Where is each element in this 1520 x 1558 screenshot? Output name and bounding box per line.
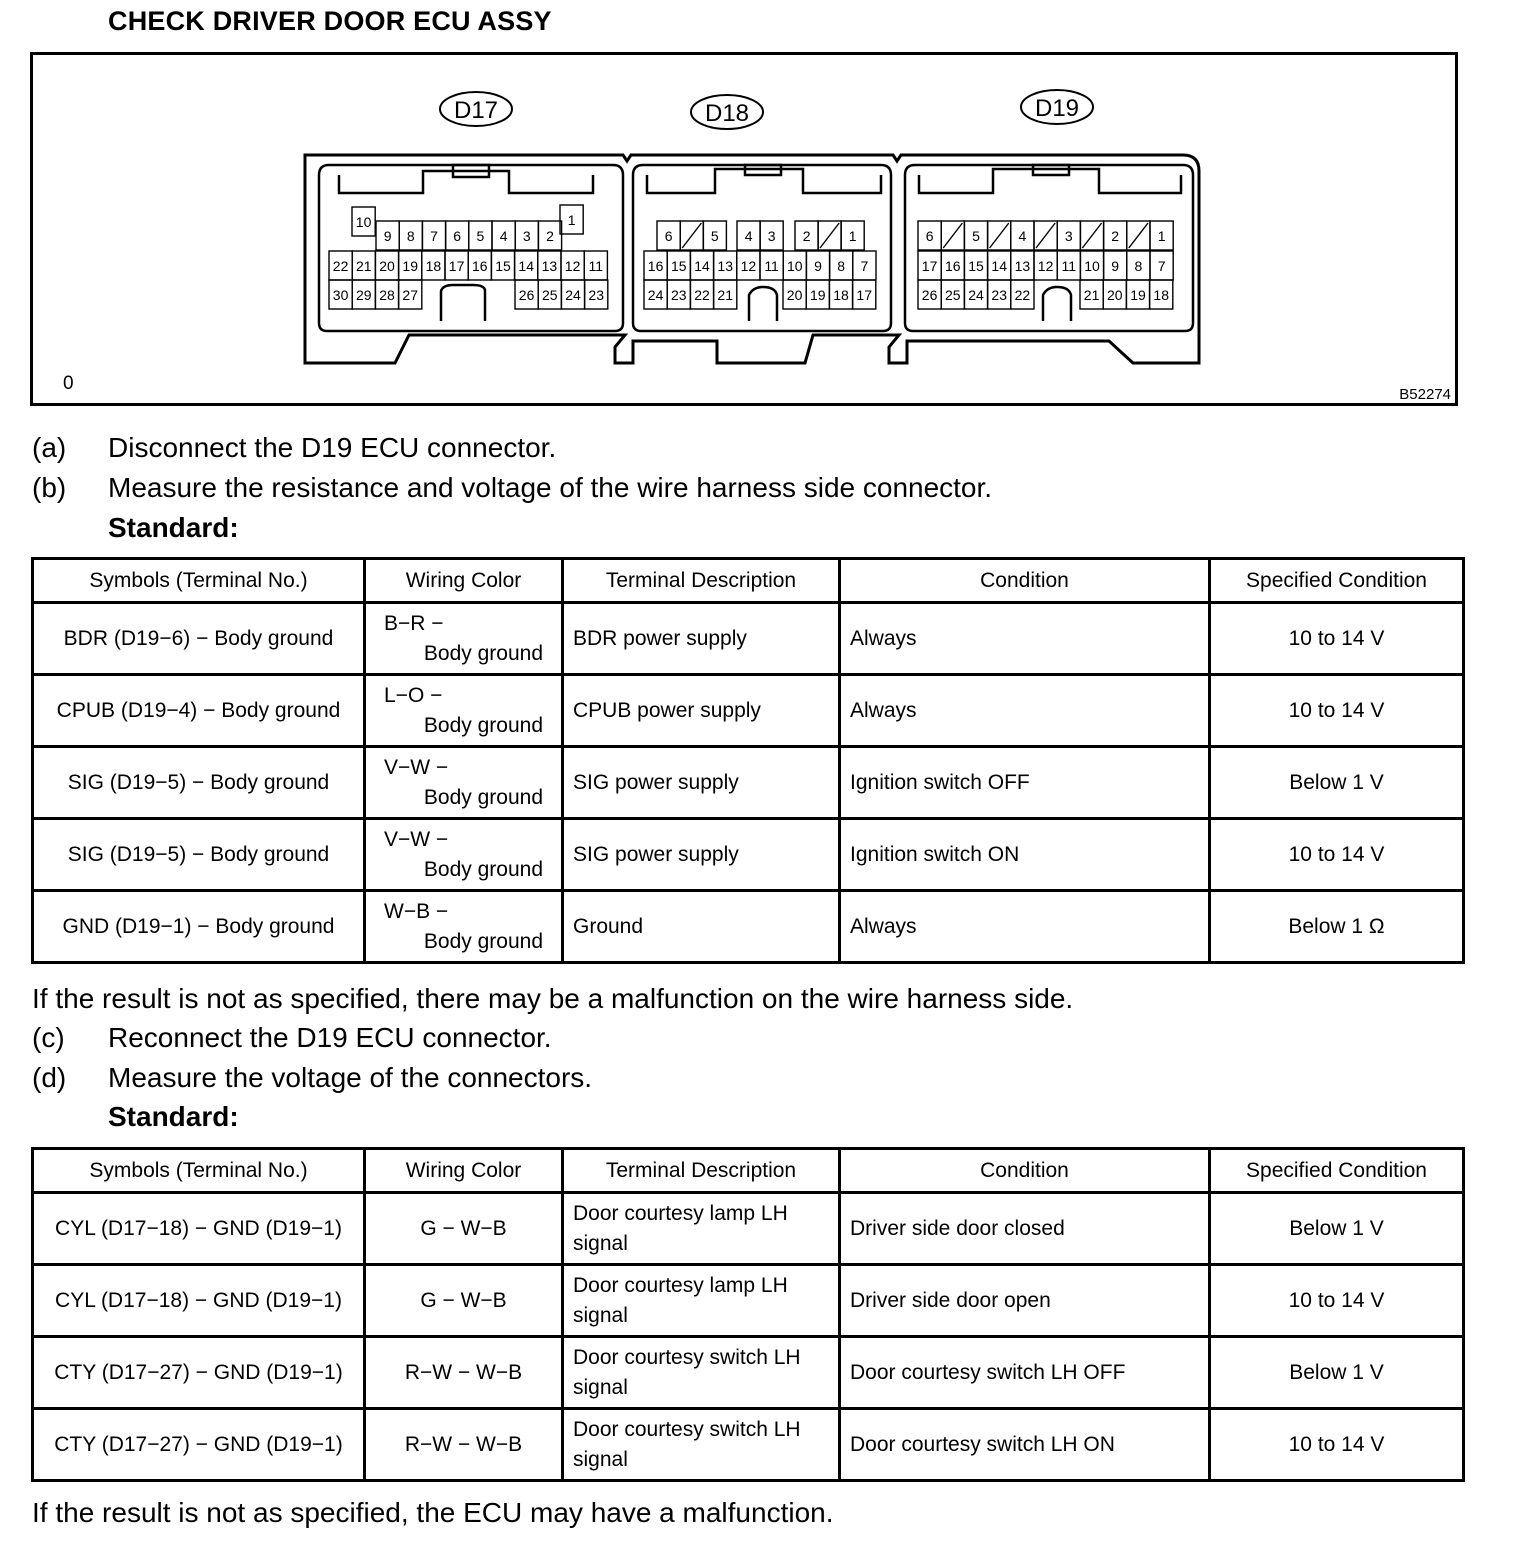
svg-text:11: 11 bbox=[1061, 258, 1077, 274]
header-terminal-description: Terminal Description bbox=[563, 559, 840, 603]
pin bbox=[988, 251, 1011, 280]
pin bbox=[1011, 251, 1034, 280]
pin bbox=[737, 251, 760, 280]
svg-text:24: 24 bbox=[647, 287, 664, 303]
cell-symbol: SIG (D19−5) − Body ground bbox=[33, 819, 365, 891]
pin bbox=[918, 280, 941, 309]
svg-text:10: 10 bbox=[787, 258, 803, 274]
table-row bbox=[33, 675, 1464, 747]
description-line-1: Door courtesy lamp LH bbox=[573, 1273, 788, 1297]
cell-symbol: CPUB (D19−4) − Body ground bbox=[33, 675, 365, 747]
svg-text:28: 28 bbox=[379, 287, 395, 303]
step-d bbox=[32, 1062, 592, 1094]
pin bbox=[329, 251, 352, 280]
header-condition: Condition bbox=[840, 1149, 1210, 1193]
cell-description: SIG power supply bbox=[563, 747, 840, 819]
pin bbox=[1150, 251, 1173, 280]
description-line-1: Door courtesy switch LH bbox=[573, 1417, 801, 1441]
pin bbox=[1011, 280, 1034, 309]
pin bbox=[690, 251, 713, 280]
header-wiring-color: Wiring Color bbox=[365, 559, 563, 603]
svg-text:9: 9 bbox=[1111, 258, 1120, 274]
svg-text:6: 6 bbox=[664, 228, 673, 244]
pin-blank bbox=[1034, 221, 1057, 250]
wire-code: V−W − bbox=[384, 755, 449, 779]
svg-text:14: 14 bbox=[991, 258, 1007, 274]
step-d-label: (d) bbox=[32, 1062, 67, 1093]
cell-specified: 10 to 14 V bbox=[1210, 675, 1464, 747]
pin bbox=[1080, 280, 1103, 309]
pin bbox=[375, 280, 398, 309]
svg-text:1: 1 bbox=[567, 212, 576, 228]
svg-text:17: 17 bbox=[448, 258, 465, 274]
svg-text:8: 8 bbox=[837, 258, 846, 274]
svg-text:21: 21 bbox=[1083, 287, 1100, 303]
cell-specified: 10 to 14 V bbox=[1210, 819, 1464, 891]
pin bbox=[853, 251, 876, 280]
header-specified-condition: Specified Condition bbox=[1210, 1149, 1464, 1193]
svg-text:23: 23 bbox=[588, 287, 604, 303]
svg-text:4: 4 bbox=[499, 228, 508, 244]
svg-text:13: 13 bbox=[717, 258, 733, 274]
description-line-2: signal bbox=[573, 1447, 628, 1471]
svg-text:16: 16 bbox=[945, 258, 961, 274]
pin bbox=[375, 251, 398, 280]
svg-text:5: 5 bbox=[710, 228, 719, 244]
pin bbox=[703, 221, 726, 250]
connector-label-d17 bbox=[440, 92, 512, 126]
pin bbox=[1150, 221, 1173, 250]
svg-text:3: 3 bbox=[1064, 228, 1073, 244]
svg-text:13: 13 bbox=[1014, 258, 1031, 274]
wire-target: Body ground bbox=[423, 641, 543, 665]
wire-code: L−O − bbox=[384, 683, 443, 707]
connector-label-d19-text: D19 bbox=[1034, 95, 1080, 122]
cell-specified: Below 1 V bbox=[1210, 747, 1464, 819]
svg-text:16: 16 bbox=[472, 258, 488, 274]
svg-text:18: 18 bbox=[1153, 287, 1169, 303]
step-b-label: (b) bbox=[32, 472, 67, 503]
pin bbox=[941, 280, 964, 309]
resistance-voltage-table bbox=[31, 557, 1465, 964]
pin-blank bbox=[818, 221, 841, 250]
pin bbox=[941, 251, 964, 280]
svg-text:15: 15 bbox=[968, 258, 984, 274]
pin bbox=[329, 280, 352, 309]
pin bbox=[376, 221, 399, 250]
pin bbox=[988, 280, 1011, 309]
cell-specified: 10 to 14 V bbox=[1210, 1409, 1464, 1481]
svg-text:22: 22 bbox=[694, 287, 710, 303]
pin bbox=[515, 221, 538, 250]
cell-description: BDR power supply bbox=[563, 603, 840, 675]
pin bbox=[584, 251, 607, 280]
pin bbox=[352, 280, 375, 309]
pin bbox=[783, 280, 806, 309]
ecu-connector-illustration bbox=[33, 55, 1455, 403]
standard-label-2: Standard: bbox=[108, 1101, 239, 1132]
svg-text:18: 18 bbox=[833, 287, 849, 303]
svg-text:9: 9 bbox=[383, 228, 392, 244]
pin bbox=[714, 251, 737, 280]
pin bbox=[1127, 251, 1150, 280]
wire-code: V−W − bbox=[384, 827, 449, 851]
pin bbox=[1057, 251, 1080, 280]
svg-text:6: 6 bbox=[453, 228, 462, 244]
svg-text:24: 24 bbox=[968, 287, 984, 303]
pin bbox=[585, 280, 608, 309]
pin bbox=[352, 207, 375, 236]
pin bbox=[469, 221, 492, 250]
wire-code: B−R − bbox=[384, 611, 444, 635]
table-row bbox=[33, 603, 1464, 675]
pin bbox=[445, 251, 468, 280]
svg-text:1: 1 bbox=[1157, 228, 1166, 244]
svg-text:6: 6 bbox=[925, 228, 934, 244]
svg-text:27: 27 bbox=[402, 287, 418, 303]
pin bbox=[538, 221, 561, 250]
svg-text:22: 22 bbox=[1014, 287, 1031, 303]
cell-symbol: CTY (D17−27) − GND (D19−1) bbox=[33, 1409, 365, 1481]
cell-condition: Always bbox=[840, 891, 1210, 963]
standard-label-1: Standard: bbox=[108, 512, 239, 543]
pin-blank bbox=[941, 221, 964, 250]
cell-wiring-color: G − W−B bbox=[365, 1265, 563, 1337]
cell-symbol: CYL (D17−18) − GND (D19−1) bbox=[33, 1265, 365, 1337]
cell-symbol: GND (D19−1) − Body ground bbox=[33, 891, 365, 963]
step-a bbox=[32, 432, 556, 464]
pin bbox=[399, 280, 422, 309]
cell-condition: Driver side door open bbox=[840, 1265, 1210, 1337]
svg-text:20: 20 bbox=[786, 287, 803, 303]
table-header-row bbox=[33, 1149, 1464, 1193]
pin bbox=[1104, 221, 1127, 250]
step-a-label: (a) bbox=[32, 432, 67, 463]
pin bbox=[492, 221, 515, 250]
svg-text:12: 12 bbox=[564, 258, 581, 274]
wire-code: W−B − bbox=[384, 899, 449, 923]
svg-text:12: 12 bbox=[740, 258, 757, 274]
step-b-text: Measure the resistance and voltage of the wire harness side connector. bbox=[108, 472, 993, 503]
pin bbox=[964, 221, 987, 250]
connector-label-d18 bbox=[691, 95, 763, 129]
connector-label-d19 bbox=[1021, 90, 1093, 124]
note-ecu: If the result is not as specified, the ECU may have a malfunction. bbox=[32, 1497, 834, 1528]
table-row bbox=[33, 891, 1464, 963]
pin bbox=[853, 280, 876, 309]
description-line-1: Door courtesy switch LH bbox=[573, 1345, 801, 1369]
svg-text:29: 29 bbox=[356, 287, 372, 303]
svg-text:7: 7 bbox=[1157, 258, 1166, 274]
table-row bbox=[33, 1265, 1464, 1337]
cell-wiring-color bbox=[365, 891, 563, 963]
pin bbox=[515, 280, 538, 309]
svg-text:8: 8 bbox=[406, 228, 415, 244]
cell-condition: Door courtesy switch LH OFF bbox=[840, 1337, 1210, 1409]
cell-specified: 10 to 14 V bbox=[1210, 603, 1464, 675]
svg-text:20: 20 bbox=[1107, 287, 1123, 303]
pin bbox=[1103, 280, 1126, 309]
cell-condition: Always bbox=[840, 603, 1210, 675]
pin bbox=[468, 251, 491, 280]
cell-specified: Below 1 Ω bbox=[1210, 891, 1464, 963]
svg-text:4: 4 bbox=[744, 228, 753, 244]
wire-target: Body ground bbox=[423, 713, 543, 737]
cell-symbol: SIG (D19−5) − Body ground bbox=[33, 747, 365, 819]
svg-text:9: 9 bbox=[814, 258, 822, 274]
pin bbox=[667, 251, 690, 280]
cell-description bbox=[563, 1265, 840, 1337]
svg-text:10: 10 bbox=[355, 214, 372, 230]
cell-wiring-color bbox=[365, 747, 563, 819]
connector-label-d17-text: D17 bbox=[453, 97, 499, 124]
pin bbox=[783, 251, 806, 280]
svg-text:2: 2 bbox=[802, 228, 811, 244]
pin bbox=[829, 280, 852, 309]
pin bbox=[422, 221, 445, 250]
svg-text:19: 19 bbox=[402, 258, 418, 274]
pin bbox=[422, 251, 445, 280]
cell-description: Ground bbox=[563, 891, 840, 963]
svg-text:19: 19 bbox=[810, 287, 826, 303]
header-symbols: Symbols (Terminal No.) bbox=[33, 1149, 365, 1193]
table-row bbox=[33, 1337, 1464, 1409]
step-c-label: (c) bbox=[32, 1022, 65, 1053]
svg-text:7: 7 bbox=[430, 228, 438, 244]
cell-wiring-color: R−W − W−B bbox=[365, 1337, 563, 1409]
svg-text:17: 17 bbox=[856, 287, 872, 303]
pin bbox=[1104, 251, 1127, 280]
svg-text:7: 7 bbox=[860, 258, 869, 274]
pin bbox=[964, 280, 987, 309]
svg-text:15: 15 bbox=[495, 258, 511, 274]
pin bbox=[1080, 251, 1103, 280]
svg-text:14: 14 bbox=[518, 258, 534, 274]
description-line-1: Door courtesy lamp LH bbox=[573, 1201, 788, 1225]
pin bbox=[964, 251, 987, 280]
pin bbox=[1126, 280, 1149, 309]
svg-text:13: 13 bbox=[541, 258, 558, 274]
pin bbox=[830, 251, 853, 280]
header-specified-condition: Specified Condition bbox=[1210, 559, 1464, 603]
table-row bbox=[33, 1193, 1464, 1265]
svg-text:19: 19 bbox=[1130, 287, 1146, 303]
step-c-text: Reconnect the D19 ECU connector. bbox=[108, 1022, 552, 1053]
cell-wiring-color bbox=[365, 819, 563, 891]
note-harness: If the result is not as specified, there may be a malfunction on the wire harness side. bbox=[32, 983, 1074, 1014]
pin bbox=[918, 251, 941, 280]
cell-specified: Below 1 V bbox=[1210, 1193, 1464, 1265]
pin bbox=[515, 251, 538, 280]
cell-specified: Below 1 V bbox=[1210, 1337, 1464, 1409]
wire-target: Body ground bbox=[423, 857, 543, 881]
corner-mark: 0 bbox=[63, 373, 74, 394]
pin bbox=[560, 205, 583, 234]
cell-condition: Ignition switch OFF bbox=[840, 747, 1210, 819]
pin bbox=[760, 221, 783, 250]
svg-text:3: 3 bbox=[522, 228, 531, 244]
pin bbox=[538, 251, 561, 280]
cell-description: SIG power supply bbox=[563, 819, 840, 891]
header-condition: Condition bbox=[840, 559, 1210, 603]
svg-text:4: 4 bbox=[1018, 228, 1027, 244]
svg-text:25: 25 bbox=[542, 287, 558, 303]
cell-wiring-color bbox=[365, 675, 563, 747]
svg-text:15: 15 bbox=[671, 258, 687, 274]
svg-text:10: 10 bbox=[1084, 258, 1100, 274]
svg-text:24: 24 bbox=[565, 287, 581, 303]
svg-text:21: 21 bbox=[717, 287, 733, 303]
pin bbox=[538, 280, 561, 309]
svg-text:2: 2 bbox=[546, 228, 554, 244]
pin bbox=[806, 280, 829, 309]
pin bbox=[1150, 280, 1173, 309]
svg-text:23: 23 bbox=[991, 287, 1007, 303]
svg-text:14: 14 bbox=[694, 258, 710, 274]
figure-id: B52274 bbox=[1399, 386, 1451, 403]
svg-text:8: 8 bbox=[1134, 258, 1143, 274]
svg-text:22: 22 bbox=[332, 258, 349, 274]
pin bbox=[714, 280, 737, 309]
pin bbox=[561, 251, 584, 280]
cell-description: CPUB power supply bbox=[563, 675, 840, 747]
pin bbox=[667, 280, 690, 309]
table-row bbox=[33, 1409, 1464, 1481]
svg-text:18: 18 bbox=[425, 258, 442, 274]
pin bbox=[1011, 221, 1034, 250]
pin bbox=[644, 280, 667, 309]
pin bbox=[399, 251, 422, 280]
connector-diagram bbox=[30, 52, 1458, 406]
step-c bbox=[32, 1022, 552, 1054]
svg-text:2: 2 bbox=[1111, 228, 1120, 244]
pin bbox=[1057, 221, 1080, 250]
svg-text:26: 26 bbox=[518, 287, 535, 303]
connector-voltage-table bbox=[31, 1147, 1465, 1482]
step-d-text: Measure the voltage of the connectors. bbox=[108, 1062, 593, 1093]
pin bbox=[760, 251, 783, 280]
pin bbox=[644, 251, 667, 280]
connector-label-d18-text: D18 bbox=[704, 100, 750, 127]
cell-description bbox=[563, 1193, 840, 1265]
cell-condition: Door courtesy switch LH ON bbox=[840, 1409, 1210, 1481]
cell-condition: Driver side door closed bbox=[840, 1193, 1210, 1265]
svg-text:17: 17 bbox=[921, 258, 938, 274]
pin bbox=[399, 221, 422, 250]
header-wiring-color: Wiring Color bbox=[365, 1149, 563, 1193]
pin bbox=[352, 251, 375, 280]
header-symbols: Symbols (Terminal No.) bbox=[33, 559, 365, 603]
svg-text:23: 23 bbox=[671, 287, 687, 303]
step-b bbox=[32, 472, 992, 504]
cell-symbol: BDR (D19−6) − Body ground bbox=[33, 603, 365, 675]
table-header-row bbox=[33, 559, 1464, 603]
svg-text:3: 3 bbox=[767, 228, 776, 244]
page-title: CHECK DRIVER DOOR ECU ASSY bbox=[108, 6, 552, 36]
pin bbox=[446, 221, 469, 250]
pin bbox=[491, 251, 514, 280]
svg-text:30: 30 bbox=[332, 287, 349, 303]
svg-text:11: 11 bbox=[588, 258, 604, 274]
cell-symbol: CTY (D17−27) − GND (D19−1) bbox=[33, 1337, 365, 1409]
pin-blank bbox=[1080, 221, 1103, 250]
cell-specified: 10 to 14 V bbox=[1210, 1265, 1464, 1337]
svg-text:25: 25 bbox=[945, 287, 961, 303]
cell-symbol: CYL (D17−18) − GND (D19−1) bbox=[33, 1193, 365, 1265]
pin bbox=[1034, 251, 1057, 280]
pin bbox=[841, 221, 864, 250]
pin-blank bbox=[988, 221, 1011, 250]
pin bbox=[657, 221, 680, 250]
svg-text:21: 21 bbox=[356, 258, 372, 274]
wire-target: Body ground bbox=[423, 929, 543, 953]
svg-text:20: 20 bbox=[379, 258, 395, 274]
svg-text:5: 5 bbox=[476, 228, 485, 244]
pin bbox=[690, 280, 713, 309]
svg-text:16: 16 bbox=[647, 258, 664, 274]
cell-condition: Always bbox=[840, 675, 1210, 747]
description-line-2: signal bbox=[573, 1231, 628, 1255]
table-row bbox=[33, 747, 1464, 819]
pin bbox=[806, 251, 829, 280]
description-line-2: signal bbox=[573, 1375, 628, 1399]
cell-wiring-color: G − W−B bbox=[365, 1193, 563, 1265]
pin-blank bbox=[1127, 221, 1150, 250]
svg-text:5: 5 bbox=[972, 228, 980, 244]
cell-condition: Ignition switch ON bbox=[840, 819, 1210, 891]
cell-description bbox=[563, 1409, 840, 1481]
description-line-2: signal bbox=[573, 1303, 628, 1327]
pin bbox=[737, 221, 760, 250]
wire-target: Body ground bbox=[423, 785, 543, 809]
svg-text:1: 1 bbox=[848, 228, 857, 244]
cell-description bbox=[563, 1337, 840, 1409]
pin-blank bbox=[680, 221, 703, 250]
header-terminal-description: Terminal Description bbox=[563, 1149, 840, 1193]
svg-text:12: 12 bbox=[1037, 258, 1054, 274]
pin bbox=[795, 221, 818, 250]
step-a-text: Disconnect the D19 ECU connector. bbox=[108, 432, 557, 463]
table-row bbox=[33, 819, 1464, 891]
svg-text:26: 26 bbox=[921, 287, 938, 303]
pin bbox=[918, 221, 941, 250]
cell-wiring-color: R−W − W−B bbox=[365, 1409, 563, 1481]
cell-wiring-color bbox=[365, 603, 563, 675]
pin bbox=[561, 280, 584, 309]
svg-text:11: 11 bbox=[764, 258, 779, 274]
